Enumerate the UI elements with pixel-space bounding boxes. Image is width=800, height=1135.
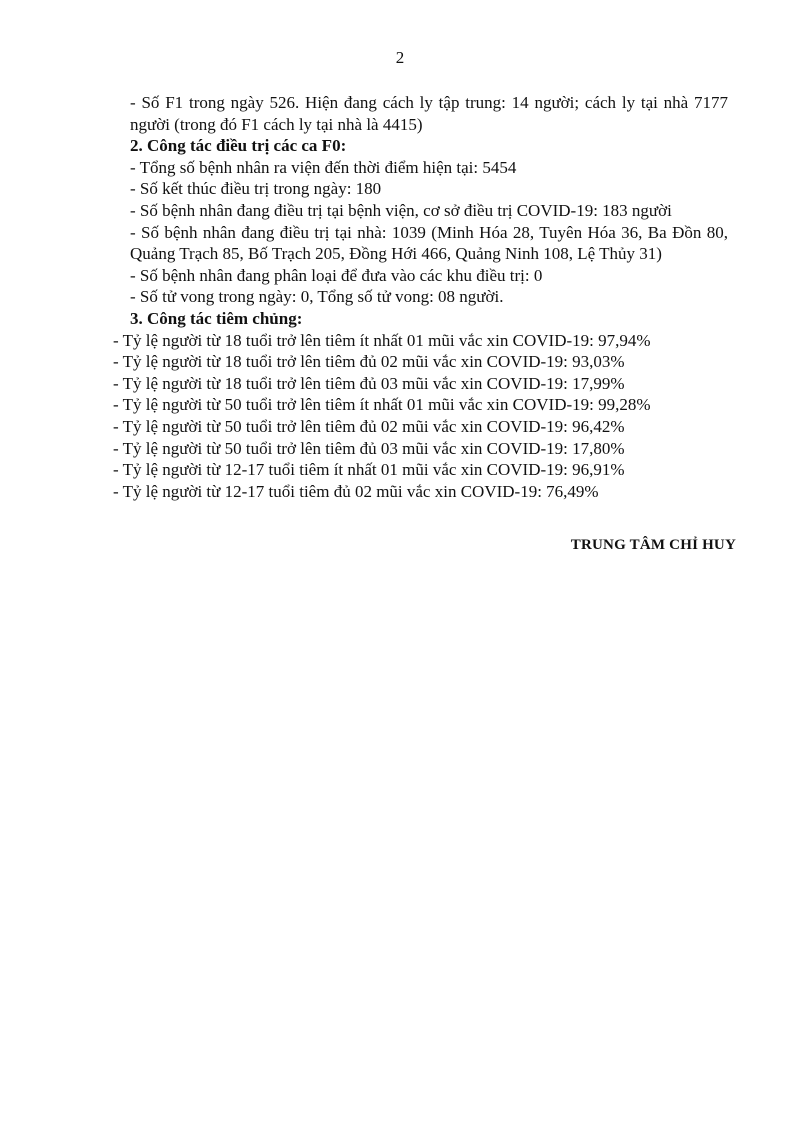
document-body — [113, 92, 728, 502]
signature-block: TRUNG TÂM CHỈ HUY — [570, 537, 736, 553]
treatment-item: - Tổng số bệnh nhân ra viện đến thời điểm hiện tại: 5454 — [130, 157, 517, 177]
page-number: 2 — [395, 48, 405, 67]
treatment-heading: 2. Công tác điều trị các ca F0: — [130, 136, 347, 156]
vaccination-item: - Tỷ lệ người từ 50 tuổi trở lên tiêm đủ 03 mũi vắc xin COVID-19: 17,80% — [113, 438, 625, 458]
vaccination-item: - Tỷ lệ người từ 12-17 tuổi tiêm ít nhất 01 mũi vắc xin COVID-19: 96,91% — [113, 460, 625, 480]
vaccination-heading: 3. Công tác tiêm chủng: — [130, 308, 303, 328]
treatment-item: - Số bệnh nhân đang phân loại để đưa vào các khu điều trị: 0 — [130, 265, 543, 285]
f1-summary: - Số F1 trong ngày 526. Hiện đang cách ly tập trung: 14 người; cách ly tại nhà 7177 người (trong đó F1 cách ly tại nhà là 4415) — [130, 93, 728, 134]
vaccination-item: - Tỷ lệ người từ 18 tuổi trở lên tiêm đủ 03 mũi vắc xin COVID-19: 17,99% — [113, 373, 625, 393]
treatment-item: - Số kết thúc điều trị trong ngày: 180 — [130, 179, 382, 199]
treatment-item: - Số tử vong trong ngày: 0, Tổng số tử vong: 08 người. — [130, 287, 504, 307]
vaccination-item: - Tỷ lệ người từ 50 tuổi trở lên tiêm ít nhất 01 mũi vắc xin COVID-19: 99,28% — [113, 395, 651, 415]
vaccination-item: - Tỷ lệ người từ 18 tuổi trở lên tiêm đủ 02 mũi vắc xin COVID-19: 93,03% — [113, 352, 625, 372]
vaccination-item: - Tỷ lệ người từ 12-17 tuổi tiêm đủ 02 mũi vắc xin COVID-19: 76,49% — [113, 481, 599, 501]
vaccination-item: - Tỷ lệ người từ 18 tuổi trở lên tiêm ít nhất 01 mũi vắc xin COVID-19: 97,94% — [113, 330, 651, 350]
vaccination-item: - Tỷ lệ người từ 50 tuổi trở lên tiêm đủ 02 mũi vắc xin COVID-19: 96,42% — [113, 416, 625, 436]
treatment-item: - Số bệnh nhân đang điều trị tại nhà: 1039 (Minh Hóa 28, Tuyên Hóa 36, Ba Đồn 80, Quảng Trạch 85, Bố Trạch 205, Đồng Hới 466, Quảng Ninh 108, Lệ Thủy 31) — [130, 222, 728, 264]
treatment-item: - Số bệnh nhân đang điều trị tại bệnh viện, cơ sở điều trị COVID-19: 183 người — [130, 200, 672, 220]
